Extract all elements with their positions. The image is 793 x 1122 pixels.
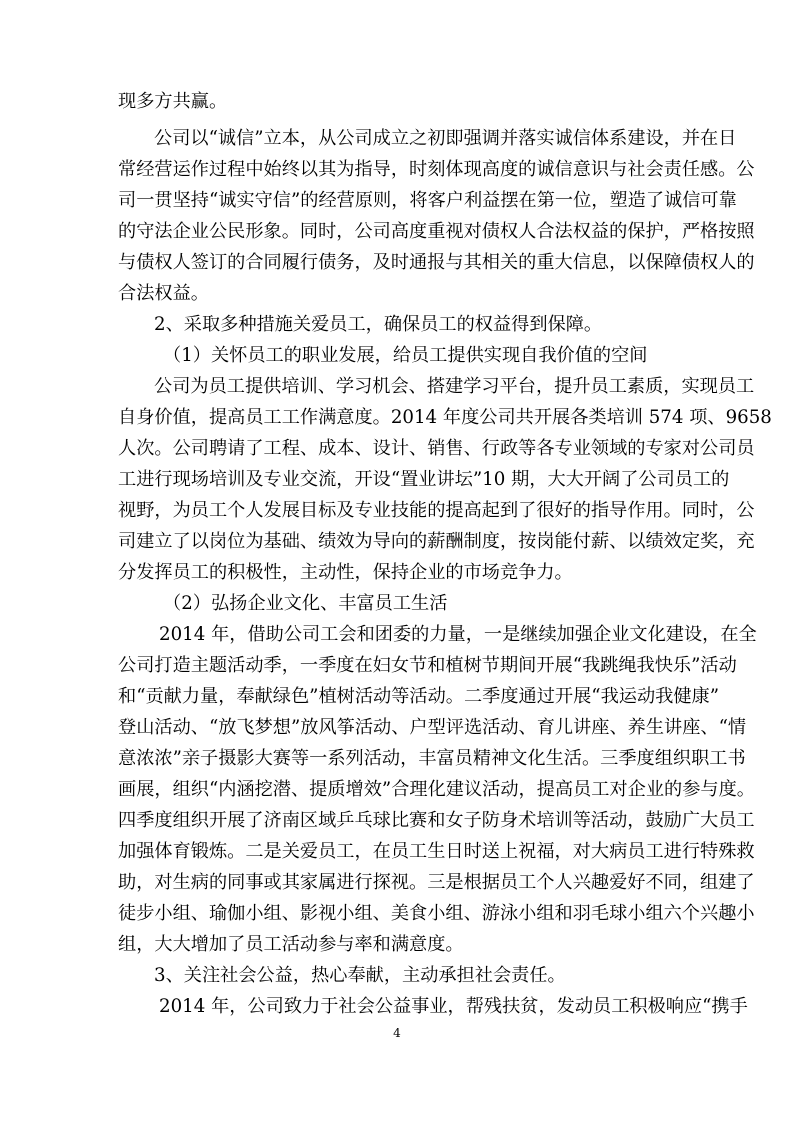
paragraph-first-line: 2014 年，借助公司工会和团委的力量，一是继续加强企业文化建设，在全 <box>159 624 757 645</box>
text-line: 工进行现场培训及专业交流，开设“置业讲坛”10 期，大大开阔了公司员工的 <box>118 469 730 490</box>
text-line: 四季度组织开展了济南区域乒乓球比赛和女子防身术培训等活动，鼓励广大员工 <box>118 810 755 831</box>
text-line: 组，大大增加了员工活动参与率和满意度。 <box>118 934 464 955</box>
text-line: 人次。公司聘请了工程、成本、设计、销售、行政等各专业领域的专家对公司员 <box>118 438 755 459</box>
paragraph-first-line: 公司以“诚信”立本，从公司成立之初即强调并落实诚信体系建设，并在日 <box>154 128 737 149</box>
text-line: 和“贡献力量，奉献绿色”植树活动等活动。二季度通过开展“我运动我健康” <box>118 686 720 707</box>
text-line: 与债权人签订的合同履行债务，及时通报与其相关的重大信息，以保障债权人的 <box>118 252 755 273</box>
section-heading: 3、关注社会公益，热心奉献，主动承担社会责任。 <box>154 965 566 986</box>
text-line: 合法权益。 <box>118 283 209 304</box>
text-line: 自身价值，提高员工工作满意度。2014 年度公司共开展各类培训 574 项、9658 <box>118 407 772 428</box>
text-line: 司一贯坚持“诚实守信”的经营原则，将客户利益摆在第一位，塑造了诚信可靠 <box>118 190 737 211</box>
text-line: 徒步小组、瑜伽小组、影视小组、美食小组、游泳小组和羽毛球小组六个兴趣小 <box>118 903 755 924</box>
text-line: 公司打造主题活动季，一季度在妇女节和植树节期间开展“我跳绳我快乐”活动 <box>118 655 737 676</box>
paragraph-first-line: 公司为员工提供培训、学习机会、搭建学习平台，提升员工素质，实现员工 <box>154 376 755 397</box>
text-line: 视野，为员工个人发展目标及专业技能的提高起到了很好的指导作用。同时，公 <box>118 500 755 521</box>
text-line: 现多方共赢。 <box>118 91 228 112</box>
section-heading: 2、采取多种措施关爱员工，确保员工的权益得到保障。 <box>154 314 603 335</box>
text-line: 分发挥员工的积极性，主动性，保持企业的市场竞争力。 <box>118 562 573 583</box>
subsection-heading: （2）弘扬企业文化、丰富员工生活 <box>163 593 448 614</box>
text-line: 助，对生病的同事或其家属进行探视。三是根据员工个人兴趣爱好不同，组建了 <box>118 872 755 893</box>
text-line: 意浓浓”亲子摄影大赛等一系列活动，丰富员精神文化生活。三季度组织职工书 <box>118 748 746 769</box>
text-line: 司建立了以岗位为基础、绩效为导向的薪酬制度，按岗能付薪、以绩效定奖，充 <box>118 531 755 552</box>
text-line: 加强体育锻炼。二是关爱员工，在员工生日时送上祝福，对大病员工进行特殊救 <box>118 841 755 862</box>
paragraph-first-line: 2014 年，公司致力于社会公益事业，帮残扶贫，发动员工积极响应“携手 <box>159 996 748 1017</box>
text-line: 画展，组织“内涵挖潜、提质增效”合理化建议活动，提高员工对企业的参与度。 <box>118 779 755 800</box>
subsection-heading: （1）关怀员工的职业发展，给员工提供实现自我价值的空间 <box>163 345 648 366</box>
text-line: 常经营运作过程中始终以其为指导，时刻体现高度的诚信意识与社会责任感。公 <box>118 159 755 180</box>
text-line: 的守法企业公民形象。同时，公司高度重视对债权人合法权益的保护，严格按照 <box>118 221 755 242</box>
text-line: 登山活动、“放飞梦想”放风筝活动、户型评选活动、育儿讲座、养生讲座、“情 <box>118 717 747 738</box>
page-number: 4 <box>393 1026 401 1040</box>
